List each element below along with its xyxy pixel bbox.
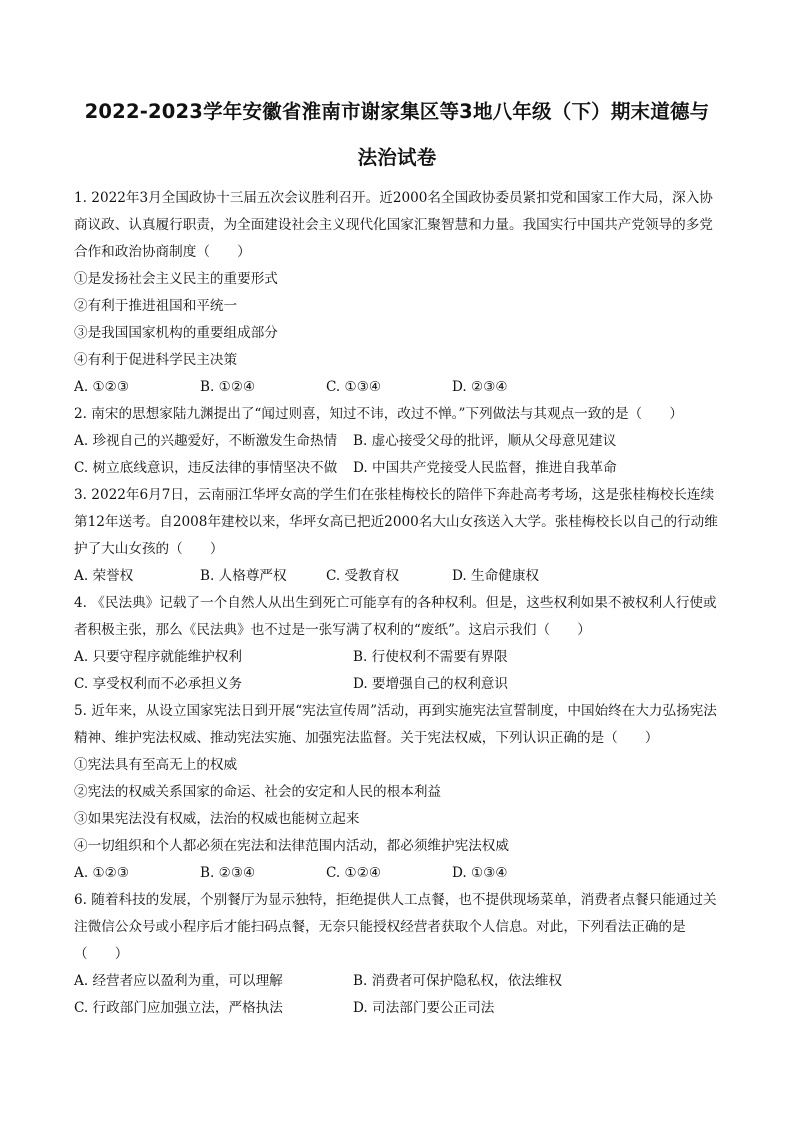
options-row: [74, 374, 720, 401]
question-stem: 2. 南宋的思想家陆九渊提出了“闻过则喜，知过不讳，改过不惮。”下列做法与其观点一致的是（ ）: [74, 406, 683, 422]
option-d: D. 要增强自己的权利意识: [353, 676, 508, 692]
option-d: D. 司法部门要公正司法: [353, 1000, 495, 1016]
options-row: [74, 968, 720, 995]
option-c: C. 享受权利而不必承担义务: [74, 676, 243, 692]
option-b: B. 人格尊严权: [200, 568, 287, 584]
statement: ③是我国国家机构的重要组成部分: [74, 325, 278, 341]
option-d: D. 中国共产党接受人民监督，推进自我革命: [353, 460, 617, 476]
question-stem: 5. 近年来，从设立国家宪法日到开展“宪法宣传周”活动，再到实施宪法宣誓制度，中国始终在大力弘扬宪法精神、维护宪法权威、推动宪法实施、加强宪法监督。关于宪法权威，下列认识正确的是（ ）: [74, 703, 717, 746]
option-c: C. 受教育权: [326, 568, 399, 584]
options-row: [74, 671, 720, 698]
option-b: B. 行使权利不需要有界限: [353, 649, 508, 665]
statement: ④有利于促进科学民主决策: [74, 352, 238, 368]
option-b: B. 消费者可保护隐私权，依法维权: [353, 973, 562, 989]
option-d: D. 生命健康权: [452, 568, 540, 584]
question-stem: 6. 随着科技的发展，个别餐厅为显示独特，拒绝提供人工点餐，也不提供现场菜单，消费者点餐只能通过关注微信公众号或小程序后才能扫码点餐，无奈只能授权经营者获取个人信息。对此，下列看法正确的是（ ）: [74, 892, 717, 962]
option-d: D. ①③④: [452, 865, 508, 881]
statement: ①是发扬社会主义民主的重要形式: [74, 271, 278, 287]
option-a: A. 只要守程序就能维护权利: [74, 649, 242, 665]
exam-title: [74, 0, 720, 181]
option-c: C. ①③④: [326, 379, 382, 395]
options-row: [74, 995, 720, 1022]
option-d: D. ②③④: [452, 379, 508, 395]
options-row: [74, 428, 720, 455]
options-row: [74, 644, 720, 671]
option-c: C. ①②④: [326, 865, 382, 881]
option-b: B. 虚心接受父母的批评，顺从父母意见建议: [353, 433, 617, 449]
statement: ②有利于推进祖国和平统一: [74, 298, 238, 314]
question-stem: 1. 2022年3月全国政协十三届五次会议胜利召开。近2000名全国政协委员紧扣党和国家工作大局，深入协商议政、认真履行职责，为全面建设社会主义现代化国家汇聚智慧和力量。我国实行中国共产党领导的多党合作和政治协商制度（ ）: [74, 190, 713, 260]
option-a: A. ①②③: [74, 865, 130, 881]
statement: ②宪法的权威关系国家的命运、社会的安定和人民的根本利益: [74, 784, 442, 800]
statement: ④一切组织和个人都必须在宪法和法律范围内活动，都必须维护宪法权威: [74, 838, 509, 854]
option-c: C. 行政部门应加强立法，严格执法: [74, 1000, 283, 1016]
question-5: [74, 698, 720, 887]
title-line-1: 2022-2023学年安徽省淮南市谢家集区等3地八年级（下）期末道德与: [84, 100, 710, 123]
question-stem: 4. 《民法典》记载了一个自然人从出生到死亡可能享有的各种权利。但是，这些权利如果不被权利人行使或者积极主张，那么《民法典》也不过是一张写满了权利的“废纸”。这启示我们（ ）: [74, 595, 717, 638]
option-b: B. ①②④: [200, 379, 256, 395]
options-row: [74, 455, 720, 482]
option-a: A. 荣誉权: [74, 568, 134, 584]
title-line-2: 法治试卷: [357, 146, 437, 169]
option-a: A. 经营者应以盈利为重，可以理解: [74, 973, 283, 989]
options-row: [74, 860, 720, 887]
option-c: C. 树立底线意识，违反法律的事情坚决不做: [74, 460, 338, 476]
statement: ③如果宪法没有权威，法治的权威也能树立起来: [74, 811, 360, 827]
option-a: A. 珍视自己的兴趣爱好，不断激发生命热情: [74, 433, 338, 449]
question-3: [74, 482, 720, 590]
statement: ①宪法具有至高无上的权威: [74, 757, 238, 773]
option-b: B. ②③④: [200, 865, 256, 881]
question-2: [74, 401, 720, 482]
options-row: [74, 563, 720, 590]
question-1: [74, 185, 720, 401]
option-a: A. ①②③: [74, 379, 130, 395]
question-6: [74, 887, 720, 1022]
question-stem: 3. 2022年6月7日，云南丽江华坪女高的学生们在张桂梅校长的陪伴下奔赴高考考场，这是张桂梅校长连续第12年送考。自2008年建校以来，华坪女高已把近2000名大山女孩送入大学。张桂梅校长以自己的行动维护了大山女孩的（ ）: [74, 487, 718, 557]
question-4: [74, 590, 720, 698]
